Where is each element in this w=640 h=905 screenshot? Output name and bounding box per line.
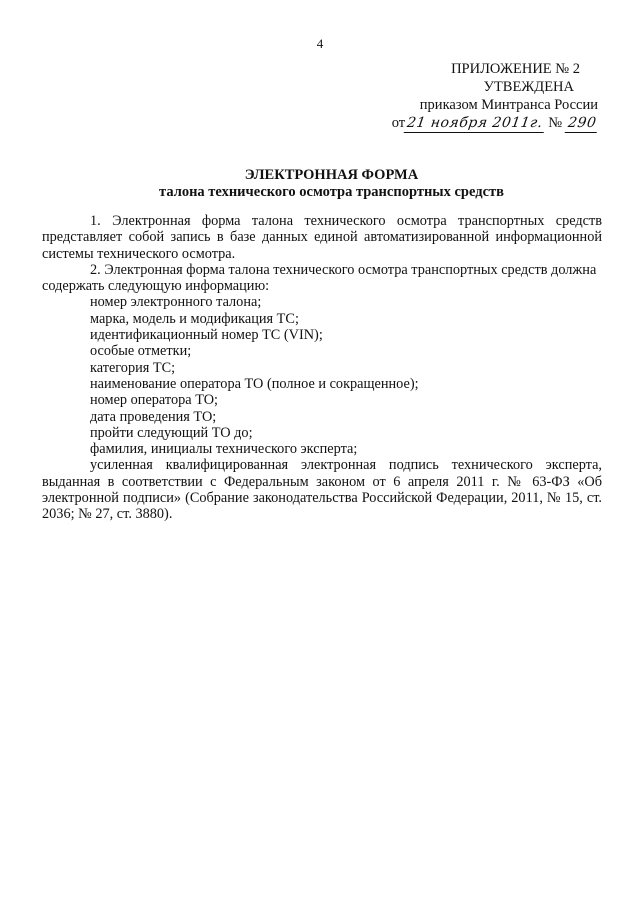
list-item: идентификационный номер ТС (VIN); bbox=[90, 327, 323, 344]
handwritten-number: 290 bbox=[564, 114, 599, 133]
list-item: номер электронного талона; bbox=[90, 294, 262, 311]
order-line bbox=[378, 114, 598, 133]
list-item: особые отметки; bbox=[90, 343, 192, 360]
approval-block bbox=[378, 60, 598, 133]
number-prefix: № bbox=[548, 115, 563, 131]
info-list bbox=[42, 294, 602, 522]
paragraph-2: 2. Электронная форма талона технического осмотра транспортных средств должна содержать следующую информацию: bbox=[42, 261, 597, 295]
date-prefix: от bbox=[391, 115, 406, 131]
list-item: пройти следующий ТО до; bbox=[90, 424, 253, 441]
list-item-signature: усиленная квалифицированная электронная подпись технического эксперта, выданная в соответствии с Федеральным законом от 6 апреля 2011 г. № 63-ФЗ «Об электронной подписи» (Собрание законодательства Российской Федерации, 2011, № 15, ст. 2036; № 27, ст. 3880). bbox=[42, 457, 602, 523]
paragraph-1: 1. Электронная форма талона технического осмотра транспортных средств представляет собой запись в базе данных единой автоматизированной информационной системы технического осмотра. bbox=[42, 213, 602, 262]
list-item: номер оператора ТО; bbox=[90, 392, 219, 409]
title-line-1: ЭЛЕКТРОННАЯ ФОРМА bbox=[244, 167, 419, 183]
appendix-label: ПРИЛОЖЕНИЕ № 2 bbox=[451, 61, 580, 77]
order-authority: приказом Минтранса России bbox=[419, 97, 598, 113]
list-item: марка, модель и модификация ТС; bbox=[90, 310, 299, 327]
list-item: дата проведения ТО; bbox=[90, 408, 217, 425]
list-item: наименование оператора ТО (полное и сокращенное); bbox=[90, 375, 419, 392]
title-line-2: талона технического осмотра транспортных средств bbox=[159, 184, 504, 200]
document-body bbox=[42, 213, 602, 523]
list-item: фамилия, инициалы технического эксперта; bbox=[90, 441, 358, 458]
handwritten-date: 21 ноября 2011г. bbox=[404, 114, 546, 133]
approved-label: УТВЕЖДЕНА bbox=[483, 79, 574, 95]
page-number: 4 bbox=[316, 36, 324, 51]
document-title bbox=[40, 167, 623, 201]
list-item: категория ТС; bbox=[90, 359, 176, 376]
